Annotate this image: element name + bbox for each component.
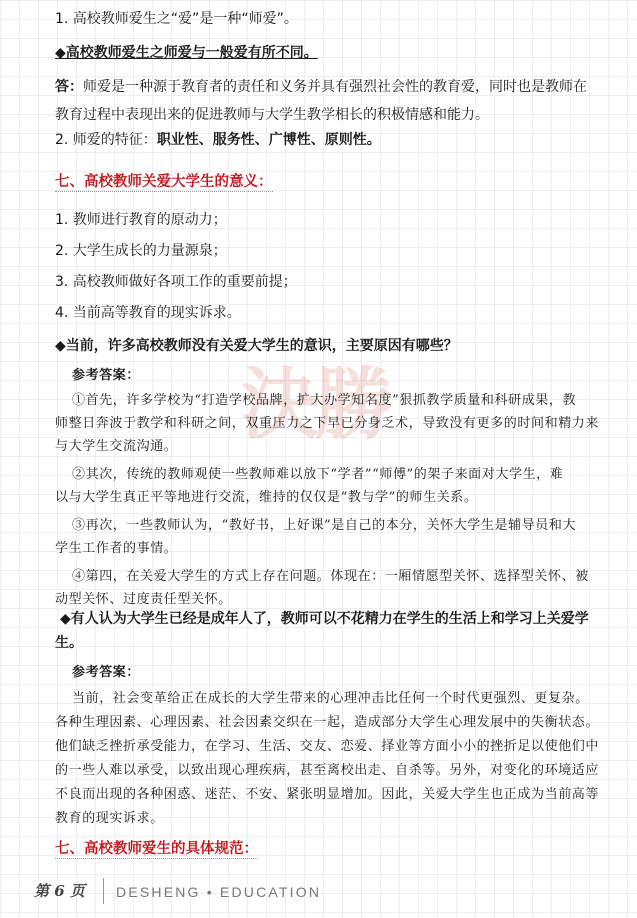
significance-3: 3. 高校教师做好各项工作的重要前提； — [55, 274, 297, 290]
reason-1-line-2: 师整日奔波于教学和科研之间，双重压力之下早已分身乏术，导致没有更多的时间和精力来 — [55, 416, 600, 431]
reason-2-line-1: ②其次，传统的教师观使一些教师难以放下“学者”“师傅”的架子来面对大学生，难 — [72, 467, 564, 482]
reason-4-line-2: 动型关怀、过度责任型关怀。 — [55, 592, 232, 607]
significance-2: 2. 大学生成长的力量源泉； — [55, 243, 227, 259]
significance-4: 4. 当前高等教育的现实诉求。 — [55, 305, 241, 321]
item-2-prefix: 2. 师爱的特征： — [55, 132, 157, 148]
item-1: 1. 高校教师爱生之“爱”是一种“师爱”。 — [55, 11, 298, 27]
answer-line-1: 师爱是一种源于教育者的责任和义务并具有强烈社会性的教育爱，同时也是教师在 — [83, 79, 587, 95]
section-7b-title: 七、高校教师爱生的具体规范： — [55, 841, 258, 857]
answer-label: 答： — [55, 79, 83, 95]
reason-1-line-1: ①首先，许多学校为“打造学校品牌，扩大办学知名度”狠抓教学质量和科研成果，教 — [72, 393, 577, 408]
question-adult-line-2: 生。 — [55, 635, 83, 651]
answer-adult-line-6: 教育的现实诉求。 — [55, 811, 164, 826]
reason-1-line-3: 与大学生交流沟通。 — [55, 439, 178, 454]
footer-brand: DESHENG • EDUCATION — [116, 884, 322, 900]
reference-answer-label-1: 参考答案： — [72, 368, 141, 383]
page-number: 第 6 页 — [34, 882, 85, 900]
reason-2-line-2: 以与大学生真正平等地进行交流，维持的仅仅是“教与学”的师生关系。 — [55, 490, 478, 505]
question-adult-line-1: ◆有人认为大学生已经是成年人了，教师可以不花精力在学生的生活上和学习上关爱学 — [60, 611, 589, 627]
question-reasons: ◆当前，许多高校教师没有关爱大学生的意识，主要原因有哪些？ — [55, 338, 458, 354]
answer-adult-line-5: 不良而出现的各种困惑、迷茫、不安、紧张明显增加。因此，关爱大学生也正成为当前高等 — [55, 787, 600, 802]
item-2-traits: 职业性、服务性、广博性、原则性。 — [156, 132, 381, 148]
footer-divider — [103, 878, 104, 904]
reason-3-line-1: ③再次，一些教师认为，“教好书，上好课”是自己的本分，关怀大学生是辅导员和大 — [72, 518, 577, 533]
answer-adult-line-4: 的一些人难以承受，以致出现心理疾病，甚至离校出走、自杀等。另外，对变化的环境适应 — [55, 763, 600, 778]
answer-adult-line-2: 各种生理因素、心理因素、社会因素交织在一起，造成部分大学生心理发展中的失衡状态。 — [55, 715, 600, 730]
significance-1: 1. 教师进行教育的原动力； — [55, 212, 227, 228]
reason-4-line-1: ④第四，在关爱大学生的方式上存在问题。体现在：一厢情愿型关怀、选择型关怀、被 — [72, 569, 589, 584]
reason-3-line-2: 学生工作者的事情。 — [55, 541, 178, 556]
reference-answer-label-2: 参考答案： — [72, 665, 141, 680]
question-difference: ◆高校教师爱生之师爱与一般爱有所不同。 — [55, 45, 318, 61]
answer-adult-line-1: 当前，社会变革给正在成长的大学生带来的心理冲击比任何一个时代更强烈、更复杂。 — [72, 691, 589, 706]
answer-adult-line-3: 他们缺乏挫折承受能力，在学习、生活、交友、恋爱、择业等方面小小的挫折足以使他们中 — [55, 739, 600, 754]
section-7-title: 七、高校教师关爱大学生的意义： — [55, 174, 273, 190]
answer-line-2: 教育过程中表现出来的促进教师与大学生教学相长的积极情感和能力。 — [55, 107, 489, 123]
watermark-logo: 決勝 — [240, 359, 389, 450]
